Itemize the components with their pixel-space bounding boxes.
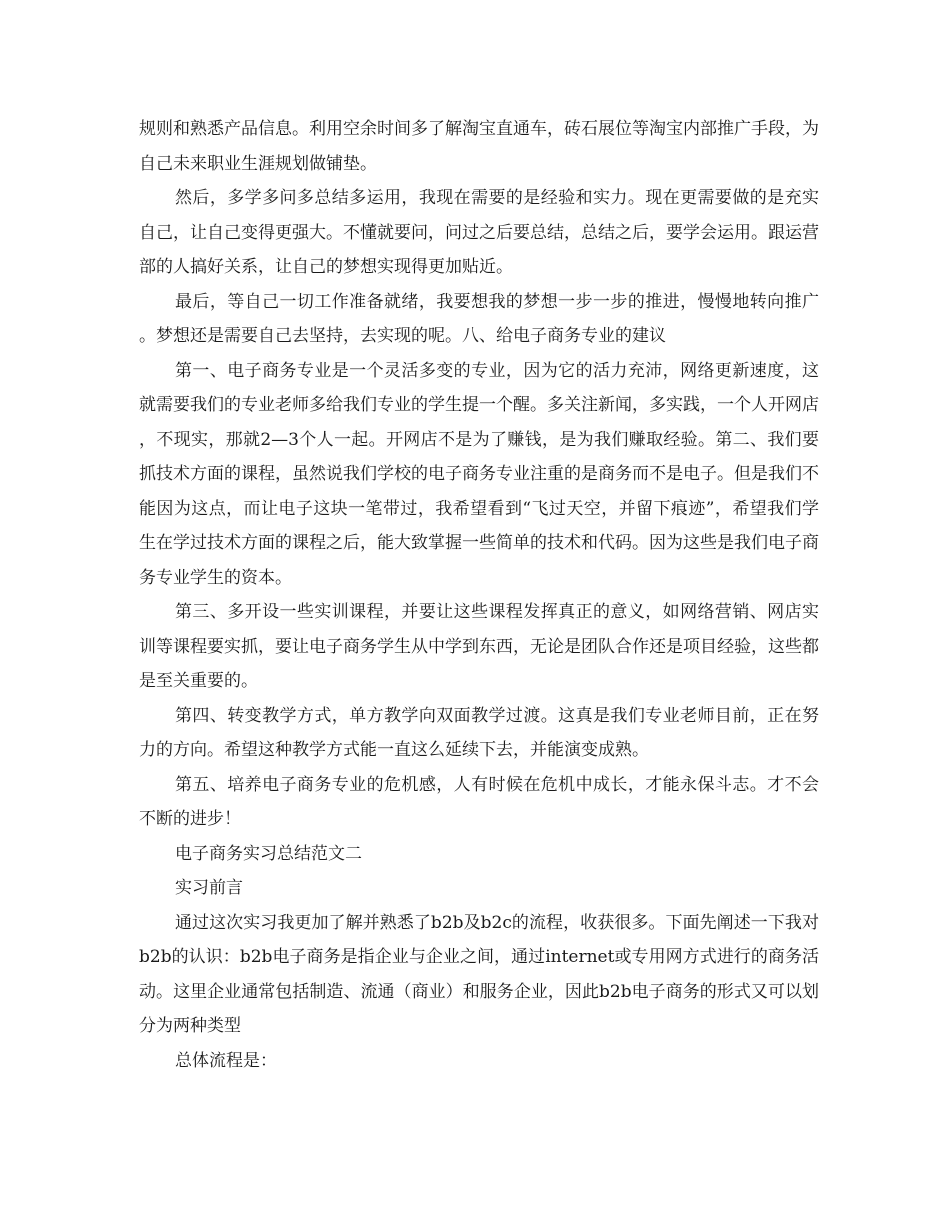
section-heading: 电子商务实习总结范文二: [175, 843, 362, 864]
paragraph-1: 规则和熟悉产品信息。利用空余时间多了解淘宝直通车，砖石展位等淘宝内部推广手段，为自己未来职业生涯规划做铺垫。: [139, 119, 819, 174]
subsection-heading: 实习前言: [175, 878, 243, 898]
paragraph-6: 第四、转变教学方式，单方教学向双面教学过渡。这真是我们专业老师目前，正在努力的方向。希望这种教学方式能一直这么延续下去，并能演变成熟。: [139, 705, 819, 760]
paragraph-9: 总体流程是：: [175, 1050, 277, 1071]
paragraph-8: 通过这次实习我更加了解并熟悉了b2b及b2c的流程，收获很多。下面先阐述一下我对b2b的认识：b2b电子商务是指企业与企业之间，通过internet或专用网方式进行的商务活动。这里企业通常包括制造、流通（商业）和服务企业，因此b2b电子商务的形式又可以划分为两种类型: [139, 912, 819, 1036]
document-body: [139, 112, 819, 1078]
paragraph-4: 第一、电子商务专业是一个灵活多变的专业，因为它的活力充沛，网络更新速度，这就需要我们的专业老师多给我们专业的学生提一个醒。多关注新闻，多实践，一个人开网店，不现实，那就2—3个人一起。开网店不是为了赚钱，是为我们赚取经验。第二、我们要抓技术方面的课程，虽然说我们学校的电子商务专业注重的是商务而不是电子。但是我们不能因为这点，而让电子这块一笔带过，我希望看到“飞过天空，并留下痕迹”，希望我们学生在学过技术方面的课程之后，能大致掌握一些简单的技术和代码。因为这些是我们电子商务专业学生的资本。: [139, 360, 819, 588]
paragraph-5: 第三、多开设一些实训课程，并要让这些课程发挥真正的意义，如网络营销、网店实训等课程要实抓，要让电子商务学生从中学到东西，无论是团队合作还是项目经验，这些都是至关重要的。: [139, 602, 819, 691]
paragraph-7: 第五、培养电子商务专业的危机感，人有时候在危机中成长，才能永保斗志。才不会不断的进步！: [139, 774, 819, 829]
paragraph-3: 最后，等自己一切工作准备就绪，我要想我的梦想一步一步的推进，慢慢地转向推广。梦想还是需要自己去坚持，去实现的呢。八、给电子商务专业的建议: [139, 291, 819, 346]
paragraph-2: 然后，多学多问多总结多运用，我现在需要的是经验和实力。现在更需要做的是充实自己，让自己变得更强大。不懂就要问，问过之后要总结，总结之后，要学会运用。跟运营部的人搞好关系，让自己的梦想实现得更加贴近。: [139, 188, 819, 277]
